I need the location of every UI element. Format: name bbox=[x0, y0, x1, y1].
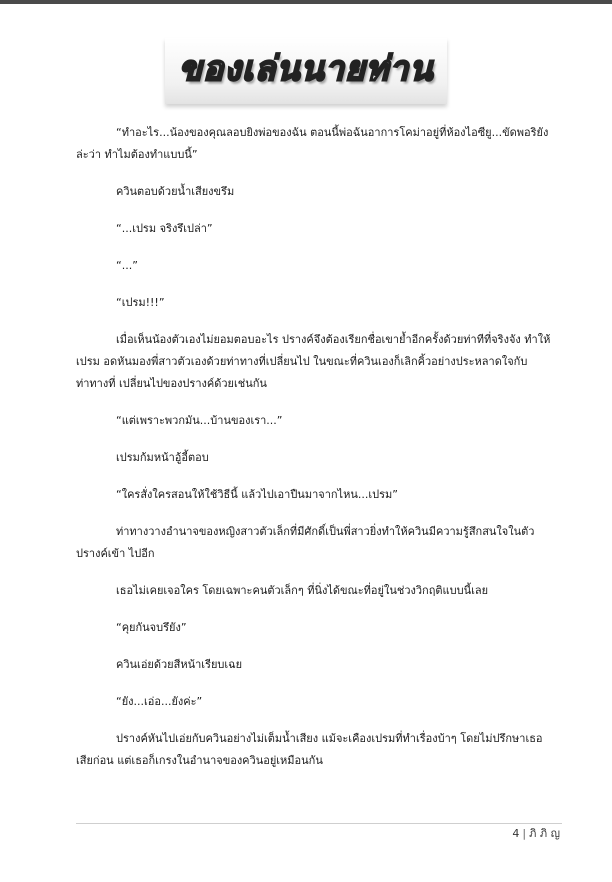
paragraph: ปรางค์หันไปเอ่ยกับควินอย่างไม่เต็มน้ำเสียง แม้จะเคืองเปรมที่ทำเรื่องบ้าๆ โดยไม่ปรึกษาเธอเสียก่อน แต่เธอก็เกรงในอำนาจของควินอยู่เหมือนกัน bbox=[76, 732, 543, 767]
paragraph: “เปรม!!!” bbox=[116, 296, 165, 309]
paragraph: “...เปรม จริงรึเปล่า” bbox=[116, 222, 213, 235]
paragraph: ควินเอ่ยด้วยสีหน้าเรียบเฉย bbox=[116, 658, 243, 671]
body-text bbox=[76, 122, 558, 787]
top-border bbox=[0, 0, 612, 4]
paragraph: “...” bbox=[116, 259, 138, 272]
paragraph: “ยัง...เอ่อ...ยังค่ะ” bbox=[116, 695, 203, 708]
page-number: 4 bbox=[512, 827, 520, 840]
title-logo bbox=[165, 38, 448, 104]
paragraph: ท่าทางวางอำนาจของหญิงสาวตัวเล็กที่มีศักดิ์เป็นพี่สาวยิ่งทำให้ควินมีความรู้สึกสนใจในตัวปรางค์เข้า ไปอีก bbox=[76, 525, 535, 560]
footer-separator: | bbox=[522, 827, 527, 840]
paragraph: ควินตอบด้วยน้ำเสียงขรึม bbox=[116, 185, 235, 198]
footer-divider bbox=[76, 823, 562, 824]
paragraph: เธอไม่เคยเจอใคร โดยเฉพาะคนตัวเล็กๆ ที่นิ่งได้ขณะที่อยู่ในช่วงวิกฤติแบบนี้เลย bbox=[116, 584, 489, 597]
paragraph: “ใครสั่งใครสอนให้ใช้วิธีนี้ แล้วไปเอาปืนมาจากไหน...เปรม” bbox=[116, 488, 398, 501]
paragraph: เปรมก้มหน้าอู้อี้ตอบ bbox=[116, 451, 209, 464]
paragraph: “คุยกันจบรึยัง” bbox=[116, 621, 187, 634]
author-name: ภิ ภิ ญ bbox=[529, 827, 560, 840]
paragraph: “แต่เพราะพวกมัน...บ้านของเรา...” bbox=[116, 414, 283, 427]
title-banner bbox=[0, 38, 612, 104]
paragraph: เมื่อเห็นน้องตัวเองไม่ยอมตอบอะไร ปรางค์จึงต้องเรียกชื่อเขาย้ำอีกครั้งด้วยท่าทีที่จริงจัง ทำให้เปรม อดหันมองพี่สาวตัวเองด้วยท่าทางที่เปลี่ยนไป ในขณะที่ควินเองก็เลิกคิ้วอย่างประหลาดใจกับท่าทางที่ เปลี่ยนไปของปรางค์ด้วยเช่นกัน bbox=[76, 333, 551, 390]
document-title: ของเล่นนายท่าน bbox=[178, 49, 434, 89]
page-footer bbox=[512, 826, 560, 842]
paragraph: “ทำอะไร...น้องของคุณลอบยิงพ่อของฉัน ตอนนี้พ่อฉันอาการโคม่าอยู่ที่ห้องไอซียู...ขัดพอริยังล่ะว่า ทำไมต้องทำแบบนี้” bbox=[76, 126, 549, 161]
